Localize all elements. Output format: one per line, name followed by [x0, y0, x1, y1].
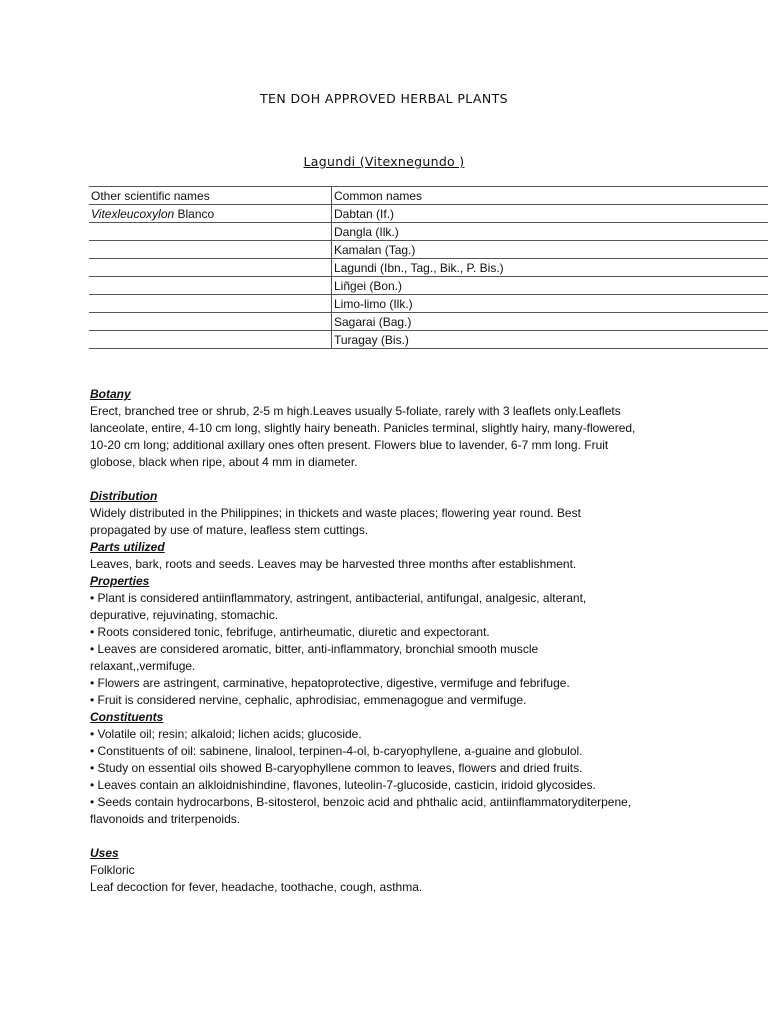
distribution-line: Widely distributed in the Philippines; in thickets and waste places; flowering year round. Best — [90, 506, 581, 520]
spacer — [90, 471, 690, 488]
properties-line: • Roots considered tonic, febrifuge, antirheumatic, diuretic and expectorant. — [90, 625, 490, 639]
distribution-heading: Distribution — [90, 489, 158, 503]
distribution-line: propagated by use of mature, leafless stem cuttings. — [90, 523, 369, 537]
table-row — [89, 259, 768, 277]
table-header-row — [89, 187, 768, 205]
table-row — [89, 331, 768, 349]
constituents-heading: Constituents — [90, 710, 164, 724]
constituents-line: • Constituents of oil: sabinene, linalool, terpinen-4-ol, b-caryophyllene, a-guaine and globulol. — [90, 744, 583, 758]
common-name-cell: Turagay (Bis.) — [332, 331, 768, 349]
table-row — [89, 205, 768, 223]
table-row — [89, 313, 768, 331]
parts-utilized-line: Leaves, bark, roots and seeds. Leaves may be harvested three months after establishment. — [90, 557, 577, 571]
common-name-cell: Dangla (Ilk.) — [332, 223, 768, 241]
other-scientific-names-header: Other scientific names — [89, 187, 332, 205]
properties-line: • Plant is considered antiinflammatory, astringent, antibacterial, antifungal, analgesic, alterant, — [90, 591, 587, 605]
common-name-cell: Liñgei (Bon.) — [332, 277, 768, 295]
properties-line: • Fruit is considered nervine, cephalic, aphrodisiac, emmenagogue and vermifuge. — [90, 693, 527, 707]
uses-line: Leaf decoction for fever, headache, toothache, cough, asthma. — [90, 880, 423, 894]
constituents-line: flavonoids and triterpenoids. — [90, 812, 241, 826]
botany-line: lanceolate, entire, 4-10 cm long, slightly hairy beneath. Panicles terminal, slightly hairy, many-flowered, — [90, 421, 636, 435]
scientific-name-cell — [89, 205, 332, 223]
constituents-line: • Study on essential oils showed B-caryophyllene common to leaves, flowers and dried fruits. — [90, 761, 583, 775]
table-row — [89, 223, 768, 241]
common-name-cell: Lagundi (Ibn., Tag., Bik., P. Bis.) — [332, 259, 768, 277]
common-names-header: Common names — [332, 187, 768, 205]
common-name-cell: Dabtan (If.) — [332, 205, 768, 223]
constituents-line: • Volatile oil; resin; alkaloid; lichen acids; glucoside. — [90, 727, 362, 741]
properties-line: • Flowers are astringent, carminative, hepatoprotective, digestive, vermifuge and febrifuge. — [90, 676, 570, 690]
parts-utilized-heading: Parts utilized — [90, 540, 165, 554]
constituents-line: • Seeds contain hydrocarbons, B-sitosterol, benzoic acid and phthalic acid, antiinflammatoryditerpene, — [90, 795, 632, 809]
document-body — [90, 386, 690, 896]
uses-heading: Uses — [90, 846, 119, 860]
botany-line: globose, black when ripe, about 4 mm in diameter. — [90, 455, 358, 469]
table-row — [89, 277, 768, 295]
botany-line: Erect, branched tree or shrub, 2-5 m high.Leaves usually 5-foliate, rarely with 3 leaflets only.Leaflets — [90, 404, 621, 418]
common-name-cell: Kamalan (Tag.) — [332, 241, 768, 259]
table-row — [89, 295, 768, 313]
properties-line: • Leaves are considered aromatic, bitter, anti-inflammatory, bronchial smooth muscle — [90, 642, 539, 656]
scientific-name-author: Blanco — [174, 207, 215, 221]
spacer — [90, 828, 690, 845]
uses-line: Folkloric — [90, 863, 135, 877]
properties-heading: Properties — [90, 574, 150, 588]
constituents-line: • Leaves contain an alkloidnishindine, flavones, luteolin-7-glucoside, casticin, iridoid glycosides. — [90, 778, 596, 792]
botany-heading: Botany — [90, 387, 131, 401]
properties-line: relaxant,,vermifuge. — [90, 659, 196, 673]
table-row — [89, 241, 768, 259]
common-name-cell: Sagarai (Bag.) — [332, 313, 768, 331]
common-name-cell: Limo-limo (Ilk.) — [332, 295, 768, 313]
document-title: TEN DOH APPROVED HERBAL PLANTS — [260, 91, 508, 106]
plant-title: Lagundi (Vitexnegundo ) — [303, 154, 465, 169]
scientific-name-italic: Vitexleucoxylon — [91, 207, 175, 221]
scientific-common-names-table — [89, 186, 768, 349]
botany-line: 10-20 cm long; additional axillary ones often present. Flowers blue to lavender, 6-7 mm long. Fruit — [90, 438, 609, 452]
properties-line: depurative, rejuvinating, stomachic. — [90, 608, 279, 622]
